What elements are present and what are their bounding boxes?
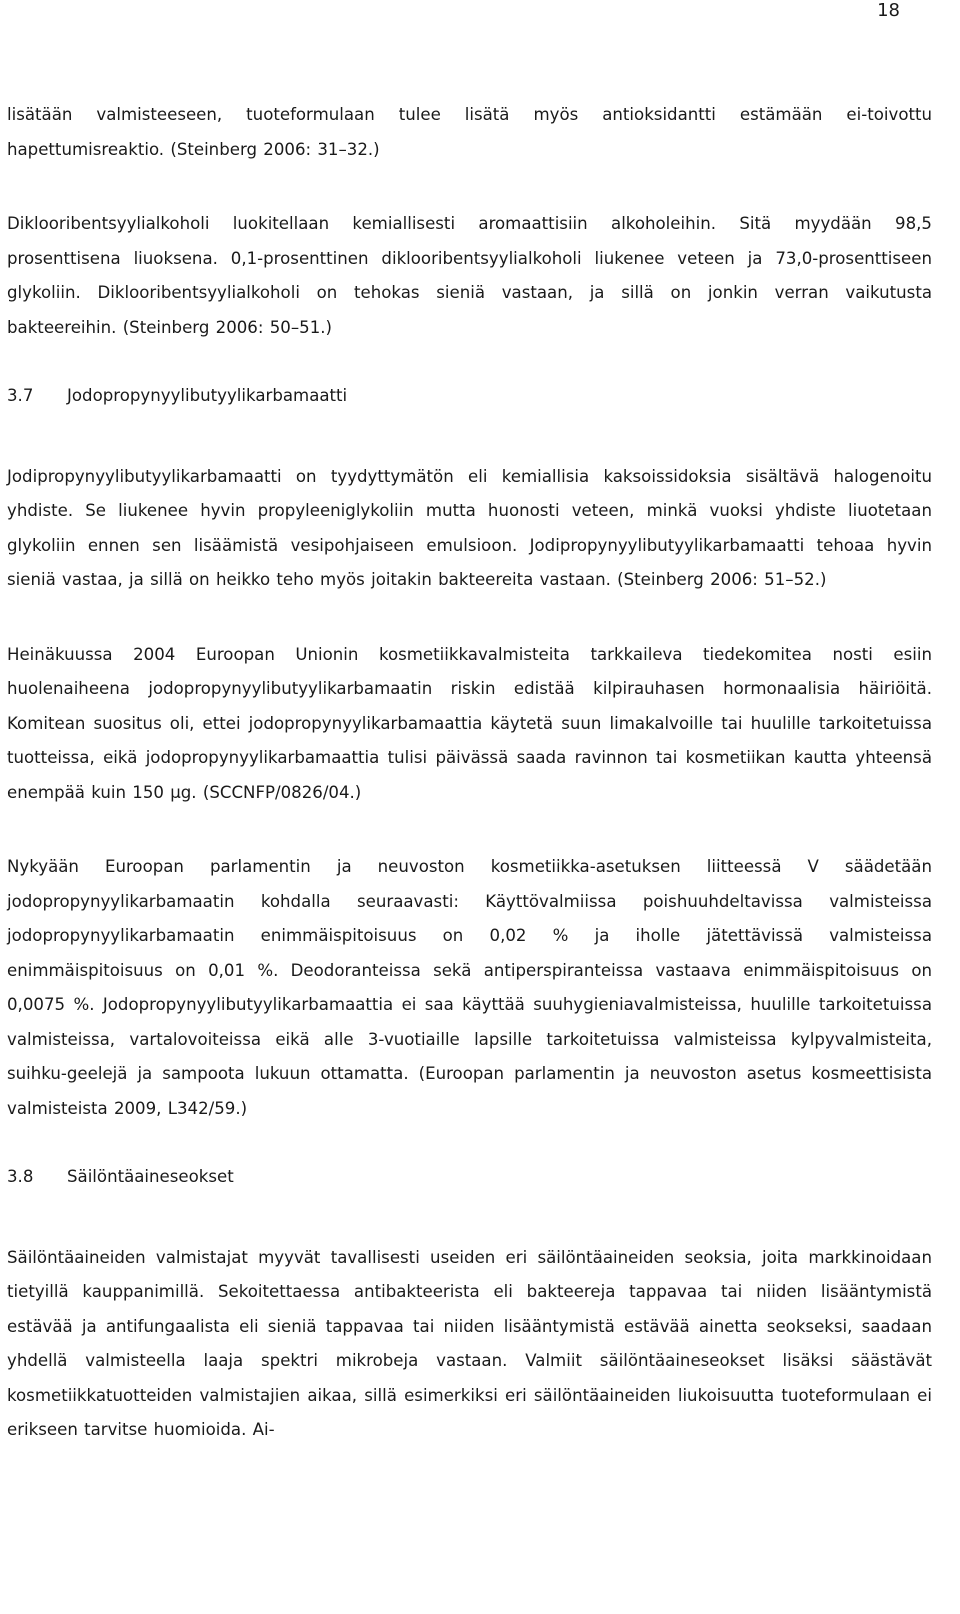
paragraph-preservative-blends: Säilöntäaineiden valmistajat myyvät tavallisesti useiden eri säilöntäaineiden seoksia, joita markkinoidaan tietyillä kauppanimillä. Sekoitettaessa antibakteerista eli bakteereja tappavaa tai niiden lisääntymistä estävää ja antifungaalista eli sieniä tappavaa tai niiden lisääntymistä estävää ainetta seokseksi, saadaan yhdellä valmisteella laaja spektri mikrobeja vastaan. Valmiit säilöntäaineseokset lisäksi säästävät kosmetiikkatuotteiden valmistajien aikaa, sillä esimerkiksi eri säilöntäaineiden liukoisuutta tuoteformulaan ei erikseen tarvitse huomioida. Ai- <box>7 1247 932 1439</box>
paragraph-eu-committee: Heinäkuussa 2004 Euroopan Unionin kosmetiikkavalmisteita tarkkaileva tiedekomitea nosti esiin huolenaiheena jodopropynyylibutyylikarbamaatin riskin edistää kilpirauhasen hormonaalisia häiriöitä. Komitean suositus oli, ettei jodopropynyylikarbamaattia käytetä suun limakalvoille tai huulille tarkoitetuissa tuotteissa, eikä jodopropynyylikarbamaattia tulisi päivässä saada ravinnon tai kosmetiikan kautta yhteensä enempää kuin 150 µg. (SCCNFP/0826/04.) <box>7 644 932 802</box>
paragraph-antioxidant: lisätään valmisteeseen, tuoteformulaan tulee lisätä myös antioksidantti estämään ei-toivottu hapettumisreaktio. (Steinberg 2006: 31–32.) <box>7 105 932 159</box>
section-number: 3.8 <box>7 1167 34 1186</box>
paragraph-eu-regulation: Nykyään Euroopan parlamentin ja neuvoston kosmetiikka-asetuksen liitteessä V säädetään jodopropynyylikarbamaatin kohdalla seuraavasti: Käyttövalmiissa poishuuhdeltavissa valmisteissa jodopropynyylikarbamaatin enimmäispitoisuus on 0,02 % ja iholle jätettävissä valmisteissa enimmäispitoisuus on 0,01 %. Deodoranteissa sekä antiperspiranteissa vastaava enimmäispitoisuus on 0,0075 %. Jodopropynyylibutyylikarbamaattia ei saa käyttää suuhygieniavalmisteissa, huulille tarkoitetuissa valmisteissa, vartalovoiteissa eikä alle 3-vuotiaille lapsille tarkoitetuissa valmisteissa kylpyvalmisteita, suihku-geelejä ja sampoota lukuun ottamatta. (Euroopan parlamentin ja neuvoston asetus kosmeettisista valmisteista 2009, L342/59.) <box>7 857 932 1118</box>
section-heading-3-8 <box>7 1160 932 1195</box>
section-number: 3.7 <box>7 386 34 405</box>
page-number: 18 <box>877 0 900 21</box>
section-title: Jodopropynyylibutyylikarbamaatti <box>67 386 348 405</box>
paragraph-iodopropynyl-intro: Jodipropynyylibutyylikarbamaatti on tyydyttymätön eli kemiallisia kaksoissidoksia sisältävä halogenoitu yhdiste. Se liukenee hyvin propyleeniglykoliin mutta huonosti veteen, minkä vuoksi yhdiste liuotetaan glykoliin ennen sen lisäämistä vesipohjaiseen emulsioon. Jodipropynyylibutyylikarbamaatti tehoaa hyvin sieniä vastaa, ja sillä on heikko teho myös joitakin bakteereita vastaan. (Steinberg 2006: 51–52.) <box>7 466 932 589</box>
document-body <box>7 98 932 1439</box>
section-heading-3-7 <box>7 379 932 414</box>
paragraph-dichlorobenzyl-alcohol: Diklooribentsyylialkoholi luokitellaan kemiallisesti aromaattisiin alkoholeihin. Sitä myydään 98,5 prosenttisena liuoksena. 0,1-prosenttinen diklooribentsyylialkoholi liukenee veteen ja 73,0-prosenttiseen glykoliin. Diklooribentsyylialkoholi on tehokas sieniä vastaan, ja sillä on jonkin verran vaikutusta bakteereihin. (Steinberg 2006: 50–51.) <box>7 214 932 337</box>
section-title: Säilöntäaineseokset <box>67 1167 234 1186</box>
